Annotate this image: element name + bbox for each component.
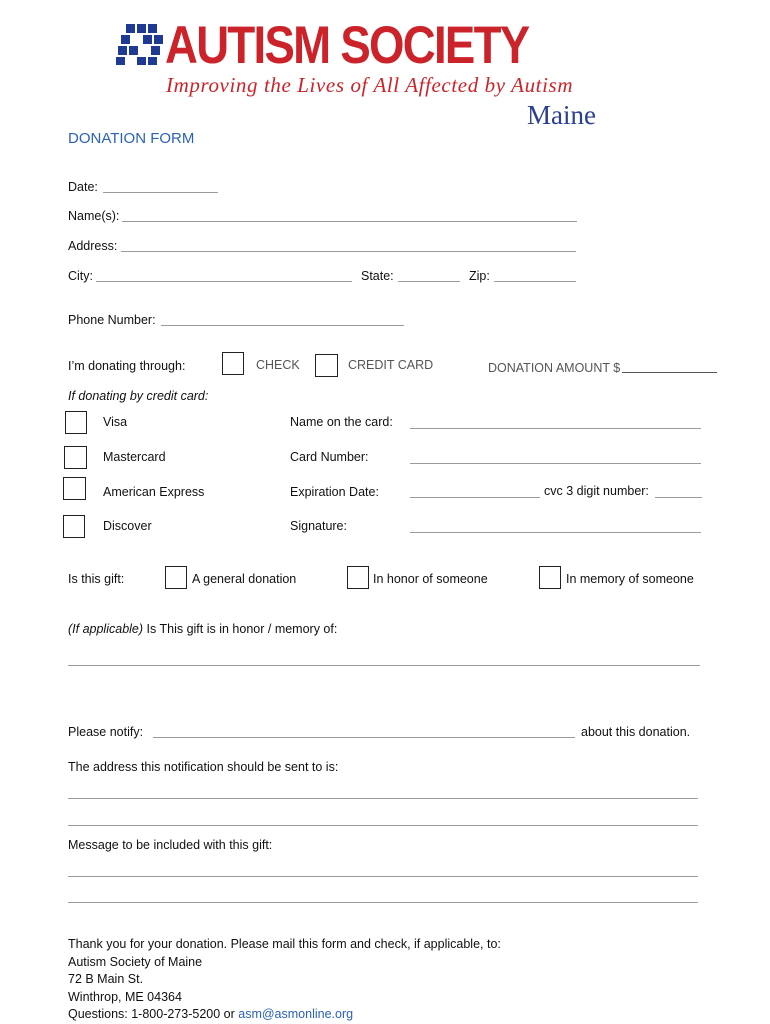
puzzle-logo-icon [116,22,168,66]
zip-field[interactable] [494,281,576,282]
chapter-name: Maine [527,100,596,130]
cvc-field[interactable] [655,497,702,498]
name-on-card-label: Name on the card: [290,415,393,429]
city-field[interactable] [96,281,352,282]
mastercard-checkbox[interactable] [64,446,87,469]
discover-checkbox[interactable] [63,515,85,538]
in-memory-checkbox[interactable] [539,566,561,589]
message-field-1[interactable] [68,876,698,877]
phone-label: Phone Number: [68,313,156,327]
credit-card-heading: If donating by credit card: [68,389,209,403]
visa-checkbox[interactable] [65,411,87,434]
email-link[interactable]: asm@asmonline.org [238,1007,354,1021]
american-express-label: American Express [103,485,205,499]
honoree-field[interactable] [68,665,700,666]
notify-label: Please notify: [68,725,144,739]
card-number-label: Card Number: [290,450,369,464]
applicable-text: Is This gift is in honor / memory of: [143,622,338,636]
names-label: Name(s): [68,209,120,223]
form-title: DONATION FORM [68,130,195,147]
city-address: Winthrop, ME 04364 [68,989,182,1004]
signature-label: Signature: [290,519,347,533]
signature-field[interactable] [410,532,701,533]
names-field[interactable] [122,221,577,222]
street-address: 72 B Main St. [68,972,144,986]
questions-text: Questions: 1-800-273-5200 or [68,1007,239,1021]
mastercard-label: Mastercard [103,450,166,464]
tagline: Improving the Lives of All Affected by Autism [166,73,574,97]
date-field[interactable] [103,192,218,193]
general-donation-label: A general donation [192,572,297,586]
notify-field[interactable] [153,737,575,738]
credit-card-checkbox[interactable] [315,354,338,377]
zip-label: Zip: [469,269,490,283]
cvc-label: cvc 3 digit number: [544,484,649,498]
in-honor-label: In honor of someone [373,572,488,586]
notify-address-label: The address this notification should be sent to is: [68,760,339,774]
address-field[interactable] [121,251,576,252]
date-label: Date: [68,180,98,194]
honoree-label [68,622,337,636]
donating-through-label: I’m donating through: [68,359,186,373]
state-field[interactable] [398,281,460,282]
in-honor-checkbox[interactable] [347,566,369,589]
notify-address-field-1[interactable] [68,798,698,799]
message-label: Message to be included with this gift: [68,838,273,852]
general-donation-checkbox[interactable] [165,566,187,589]
american-express-checkbox[interactable] [63,477,86,500]
mailing-info [68,936,501,1024]
card-number-field[interactable] [410,463,701,464]
message-field-2[interactable] [68,902,698,903]
notify-suffix: about this donation. [581,725,691,739]
org-name: Autism Society of Maine [68,954,203,969]
expiration-label: Expiration Date: [290,485,379,499]
logo-text: AUTISM SOCIETY [165,16,529,75]
thanks-text: Thank you for your donation. Please mail this form and check, if applicable, to: [68,937,501,951]
name-on-card-field[interactable] [410,428,701,429]
gift-label: Is this gift: [68,572,125,586]
applicable-italic: (If applicable) [68,622,144,636]
questions-line [68,1006,501,1024]
state-label: State: [361,269,394,283]
discover-label: Discover [103,519,152,533]
check-label: CHECK [256,358,300,372]
donation-amount-label: DONATION AMOUNT $ [488,361,621,375]
expiration-field[interactable] [410,497,540,498]
visa-label: Visa [103,415,128,429]
check-checkbox[interactable] [222,352,244,375]
city-label: City: [68,269,93,283]
notify-address-field-2[interactable] [68,825,698,826]
credit-card-label: CREDIT CARD [348,358,434,372]
address-label: Address: [68,239,118,253]
donation-amount-field[interactable] [622,372,717,373]
phone-field[interactable] [161,325,404,326]
in-memory-label: In memory of someone [566,572,694,586]
